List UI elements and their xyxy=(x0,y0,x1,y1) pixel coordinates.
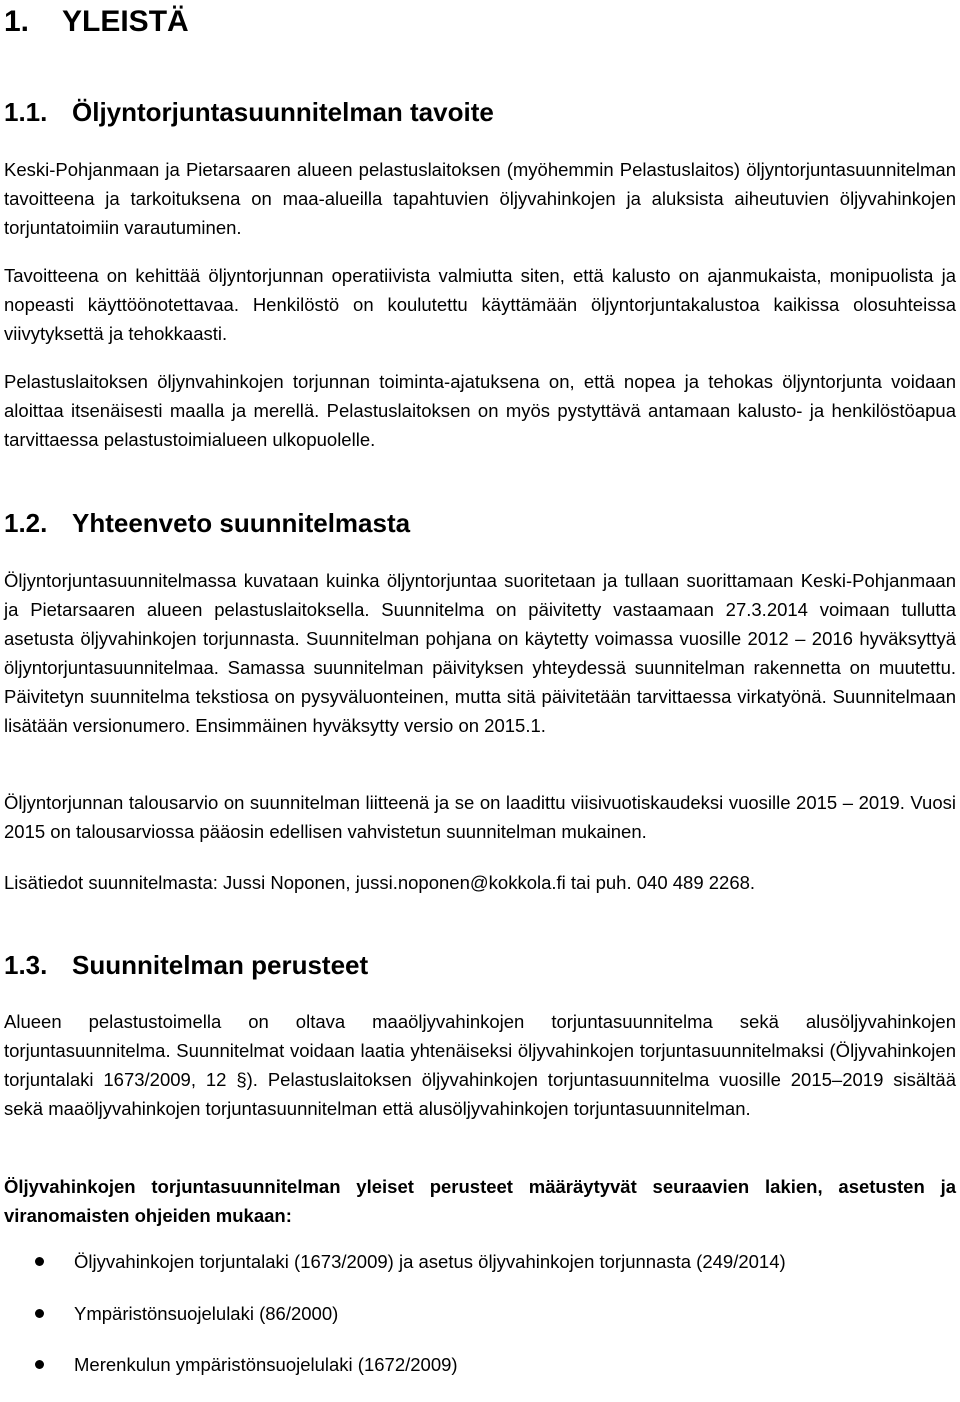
section-heading-1-3 xyxy=(4,947,368,983)
bullet-icon xyxy=(35,1309,44,1318)
paragraph: Pelastuslaitoksen öljynvahinkojen torjunnan toiminta-ajatuksena on, että nopea ja tehokas öljyntorjunta voidaan aloittaa itsenäisesti maalla ja merellä. Pelastuslaitoksen on myös pystyttävä antamaan kalusto- ja henkilöstöapua tarvittaessa pelastustoimialueen ulkopuolelle. xyxy=(4,371,956,450)
chapter-title: YLEISTÄ xyxy=(62,5,189,38)
list-item xyxy=(4,1299,956,1328)
paragraph: Tavoitteena on kehittää öljyntorjunnan operatiivista valmiutta siten, että kalusto on ajanmukaista, monipuolista ja nopeasti käyttöönotettavaa. Henkilöstö on koulutettu käyttämään öljyntorjuntakalustoa kaikissa olosuhteissa viivytyksettä ja tehokkaasti. xyxy=(4,265,956,344)
paragraph: Öljyntorjuntasuunnitelmassa kuvataan kuinka öljyntorjuntaa suoritetaan ja tullaan suorittamaan Keski-Pohjanmaan ja Pietarsaaren alueen pelastuslaitoksella. Suunnitelma on päivitetty vastaamaan 27.3.2014 voimaan tullutta asetusta öljyvahinkojen torjunnasta. Suunnitelman pohjana on käytetty voimassa vuosille 2012 – 2016 hyväksyttyä öljyntorjuntasuunnitelmaa. Samassa suunnitelman päivityksen yhteydessä suunnitelman rakennetta on muutettu. Päivitetyn suunnitelma tekstiosa on pysyväluonteinen, mutta sitä päivitetään tarvittaessa virkatyönä. Suunnitelmaan lisätään versionumero. Ensimmäinen hyväksytty versio on 2015.1. xyxy=(4,570,956,736)
section-heading-1-2 xyxy=(4,505,410,541)
paragraph: Öljyntorjunnan talousarvio on suunnitelman liitteenä ja se on laadittu viisivuotiskaudeksi vuosille 2015 – 2019. Vuosi 2015 on talousarviossa pääosin edellisen vahvistetun suunnitelman mukainen. xyxy=(4,792,956,842)
list-item xyxy=(4,1350,956,1379)
contact-paragraph: Lisätiedot suunnitelmasta: Jussi Noponen, jussi.noponen@kokkola.fi tai puh. 040 489 2268. xyxy=(4,872,756,893)
section-title: Öljyntorjuntasuunnitelman tavoite xyxy=(72,97,494,127)
list-item xyxy=(4,1247,956,1276)
paragraph: Keski-Pohjanmaan ja Pietarsaaren alueen pelastuslaitoksen (myöhemmin Pelastuslaitos) öljyntorjuntasuunnitelman tavoitteena ja tarkoituksena on maa-alueilla tapahtuvien öljyvahinkojen ja aluksista aiheutuvien öljyvahinkojen torjuntatoimiin varautuminen. xyxy=(4,159,956,238)
bullet-icon xyxy=(35,1257,44,1266)
section-number: 1.1. xyxy=(4,97,48,127)
list-item-text: Merenkulun ympäristönsuojelulaki (1672/2009) xyxy=(74,1354,458,1375)
paragraph: Alueen pelastustoimella on oltava maaöljyvahinkojen torjuntasuunnitelma sekä alusöljyvahinkojen torjuntasuunnitelma. Suunnitelmat voidaan laatia yhtenäiseksi öljyvahinkojen torjuntasuunnitelmaksi (Öljyvahinkojen torjuntalaki 1673/2009, 12 §). Pelastuslaitoksen öljyvahinkojen torjuntasuunnitelma vuosille 2015–2019 sisältää sekä maaöljyvahinkojen torjuntasuunnitelman että alusöljyvahinkojen torjuntasuunnitelman. xyxy=(4,1011,956,1119)
section-title: Suunnitelman perusteet xyxy=(72,950,369,980)
law-list xyxy=(4,1247,956,1402)
list-item-text: Ympäristönsuojelulaki (86/2000) xyxy=(74,1302,339,1324)
chapter-heading xyxy=(4,0,189,44)
bold-intro: Öljyvahinkojen torjuntasuunnitelman yleiset perusteet määräytyvät seuraavien lakien, asetusten ja viranomaisten ohjeiden mukaan: xyxy=(4,1176,956,1226)
section-number: 1.2. xyxy=(4,508,48,538)
bullet-icon xyxy=(35,1360,44,1369)
section-number: 1.3. xyxy=(4,950,48,980)
chapter-number: 1. xyxy=(4,5,30,38)
section-heading-1-1 xyxy=(4,94,494,130)
section-title: Yhteenveto suunnitelmasta xyxy=(72,508,411,538)
list-item-text: Öljyvahinkojen torjuntalaki (1673/2009) ja asetus öljyvahinkojen torjunnasta (249/2014) xyxy=(74,1251,786,1272)
